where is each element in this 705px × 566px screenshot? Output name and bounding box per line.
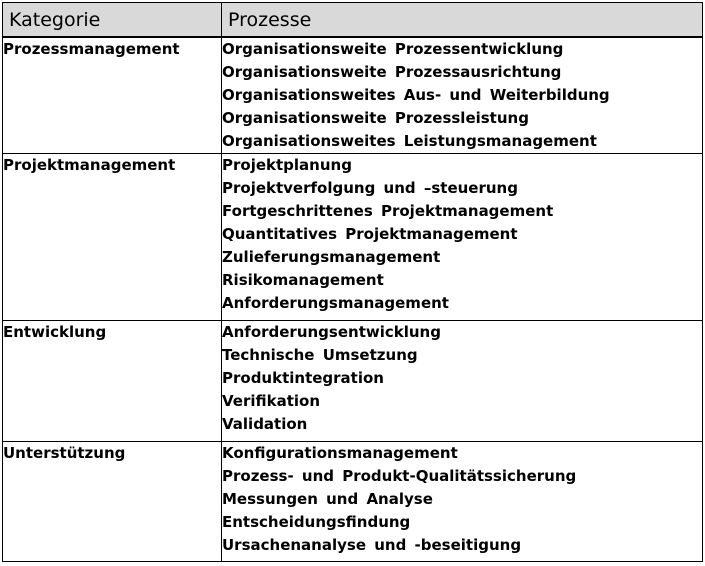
process-item: Quantitatives Projektmanagement <box>222 225 518 243</box>
category-cell: Projektmanagement <box>3 154 222 321</box>
category-header: Kategorie <box>3 3 222 38</box>
process-list <box>222 321 702 436</box>
process-item: Messungen und Analyse <box>222 490 433 508</box>
process-list <box>222 442 702 557</box>
table-row <box>3 154 703 321</box>
process-item: Projektplanung <box>222 156 352 174</box>
table-row <box>3 321 703 442</box>
processes-cell <box>222 321 703 442</box>
process-item: Entscheidungsfindung <box>222 513 411 531</box>
processes-cell <box>222 37 703 154</box>
table-row <box>3 442 703 562</box>
process-item: Organisationsweite Prozessausrichtung <box>222 63 562 81</box>
processes-cell <box>222 154 703 321</box>
process-list <box>222 38 702 153</box>
process-item: Organisationsweites Aus- und Weiterbildung <box>222 86 610 104</box>
process-list <box>222 154 702 315</box>
process-item: Konfigurationsmanagement <box>222 444 458 462</box>
process-item: Anforderungsentwicklung <box>222 323 441 341</box>
process-item: Verifikation <box>222 392 321 410</box>
process-item: Zulieferungsmanagement <box>222 248 441 266</box>
header-row <box>3 3 703 38</box>
process-item: Validation <box>222 415 308 433</box>
processes-header: Prozesse <box>222 3 703 38</box>
process-item: Ursachenanalyse und -beseitigung <box>222 536 522 554</box>
process-item: Prozess- und Produkt-Qualitätssicherung <box>222 467 577 485</box>
category-cell: Entwicklung <box>3 321 222 442</box>
process-item: Organisationsweite Prozessleistung <box>222 109 529 127</box>
process-item: Technische Umsetzung <box>222 346 418 364</box>
process-item: Fortgeschrittenes Projektmanagement <box>222 202 554 220</box>
category-cell: Prozessmanagement <box>3 37 222 154</box>
processes-cell <box>222 442 703 562</box>
process-item: Risikomanagement <box>222 271 384 289</box>
process-item: Organisationsweite Prozessentwicklung <box>222 40 564 58</box>
process-item: Projektverfolgung und –steuerung <box>222 179 518 197</box>
process-category-table <box>2 2 703 562</box>
process-item: Produktintegration <box>222 369 384 387</box>
process-item: Organisationsweites Leistungsmanagement <box>222 132 597 150</box>
table-row <box>3 37 703 154</box>
category-cell: Unterstützung <box>3 442 222 562</box>
process-item: Anforderungsmanagement <box>222 294 449 312</box>
